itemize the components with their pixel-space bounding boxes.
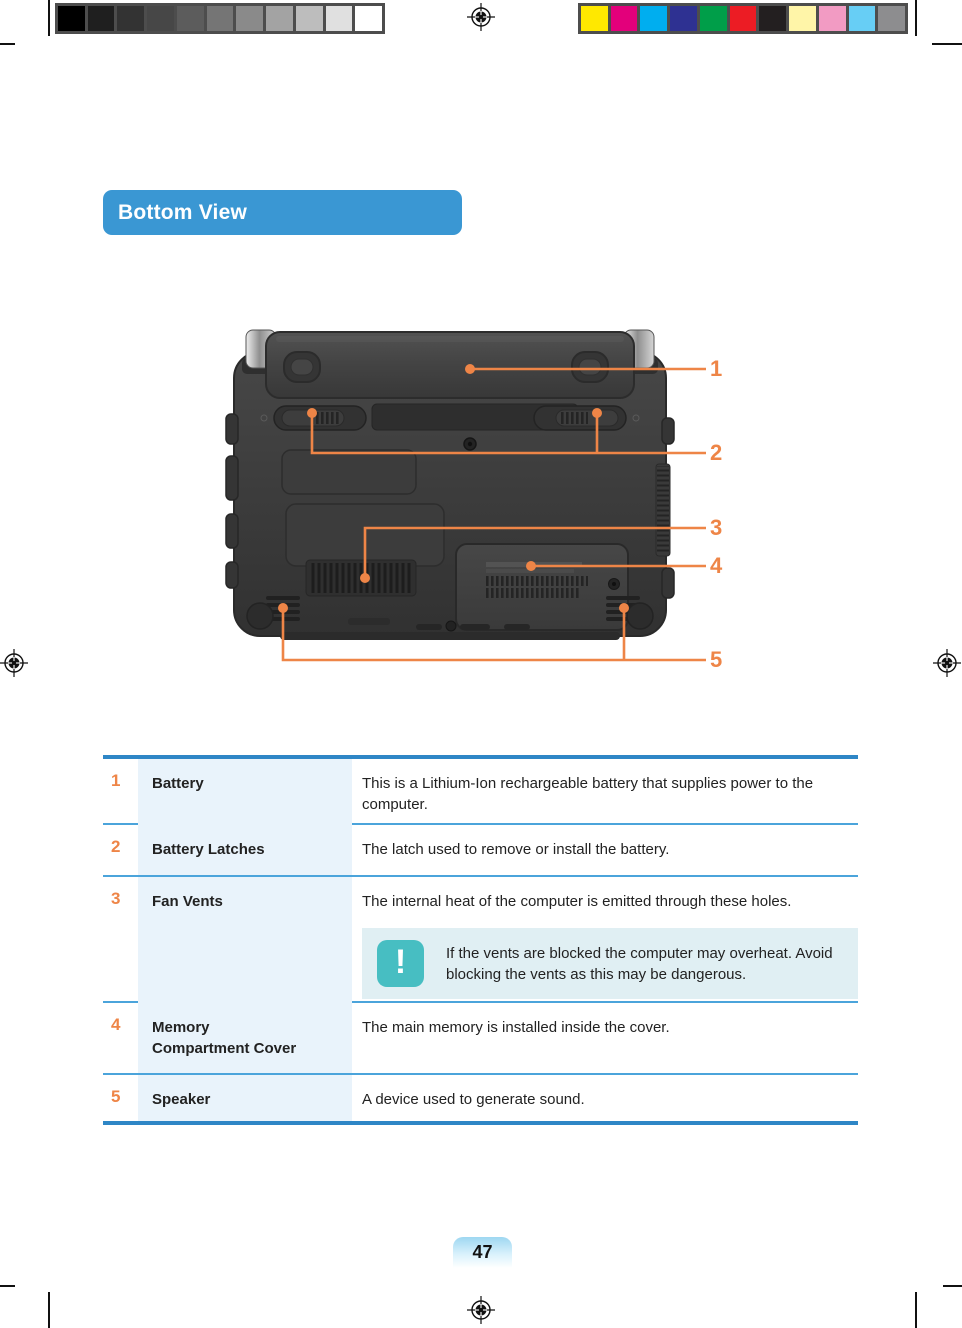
part-name: Battery [138, 759, 352, 825]
gray-swatch [207, 6, 234, 31]
callout-number-2: 2 [710, 440, 723, 465]
warning-note [362, 928, 858, 999]
registration-mark-icon [467, 3, 495, 31]
gray-swatch [117, 6, 144, 31]
color-swatch [670, 6, 697, 31]
color-swatch [611, 6, 638, 31]
laptop-bottom-figure [220, 318, 740, 683]
table-row [103, 823, 858, 875]
color-swatch [581, 6, 608, 31]
table-row [103, 1073, 858, 1121]
registration-mark-icon [933, 649, 961, 677]
table-row [103, 875, 858, 1001]
parts-table [103, 755, 858, 1125]
color-swatch [849, 6, 876, 31]
crop-mark [943, 1285, 962, 1287]
part-description: A device used to generate sound. [362, 1091, 585, 1108]
table-row [103, 1001, 858, 1073]
registration-mark-icon [467, 1296, 495, 1324]
gray-swatch [147, 6, 174, 31]
color-swatch [789, 6, 816, 31]
battery-part [266, 332, 634, 398]
section-header [103, 190, 462, 235]
crop-mark [0, 1285, 15, 1287]
row-number: 2 [111, 837, 121, 856]
grayscale-calibration-bar [55, 3, 385, 34]
row-number: 3 [111, 889, 121, 908]
gray-swatch [177, 6, 204, 31]
color-swatch [819, 6, 846, 31]
page-number-badge [453, 1237, 512, 1268]
callout-number-3: 3 [710, 515, 723, 540]
color-calibration-bar [578, 3, 908, 34]
crop-mark [48, 0, 50, 36]
part-description: The main memory is installed inside the cover. [362, 1019, 670, 1036]
page-number: 47 [472, 1242, 493, 1262]
gray-swatch [266, 6, 293, 31]
color-swatch [700, 6, 727, 31]
registration-mark-icon [0, 649, 28, 677]
row-number: 4 [111, 1015, 121, 1034]
exclamation-icon: ! [377, 940, 424, 987]
color-swatch [730, 6, 757, 31]
color-swatch [640, 6, 667, 31]
memory-compartment-cover-part [456, 544, 628, 630]
side-exhaust-vent [657, 466, 669, 554]
gray-swatch [236, 6, 263, 31]
row-number: 1 [111, 771, 121, 790]
crop-mark [915, 0, 917, 36]
color-swatch [878, 6, 905, 31]
gray-swatch [296, 6, 323, 31]
gray-swatch [355, 6, 382, 31]
part-description-text: The internal heat of the computer is emitted through these holes. [362, 893, 792, 910]
part-name: Battery Latches [138, 825, 352, 875]
part-name: Memory Compartment Cover [138, 1003, 352, 1073]
part-description [352, 877, 858, 1009]
gray-swatch [326, 6, 353, 31]
row-number: 5 [111, 1087, 121, 1106]
crop-mark [48, 1292, 50, 1328]
crop-mark [932, 43, 962, 45]
crop-mark [915, 1292, 917, 1328]
callout-number-1: 1 [710, 356, 723, 381]
part-name: Fan Vents [138, 877, 352, 1009]
crop-mark [0, 43, 15, 45]
color-swatch [759, 6, 786, 31]
battery-latches-part [261, 404, 639, 430]
gray-swatch [58, 6, 85, 31]
part-description: This is a Lithium-Ion rechargeable battery that supplies power to the computer. [362, 775, 814, 813]
warning-note-text: If the vents are blocked the computer may overheat. Avoid blocking the vents as this may be dangerous. [446, 944, 833, 983]
table-row [103, 759, 858, 823]
part-name: Speaker [138, 1075, 352, 1121]
gray-swatch [88, 6, 115, 31]
callout-number-5: 5 [710, 647, 723, 672]
laptop-bottom-illustration [220, 318, 740, 683]
callout-number-4: 4 [710, 553, 723, 578]
page-title: Bottom View [118, 200, 247, 224]
part-description: The latch used to remove or install the battery. [362, 841, 670, 858]
